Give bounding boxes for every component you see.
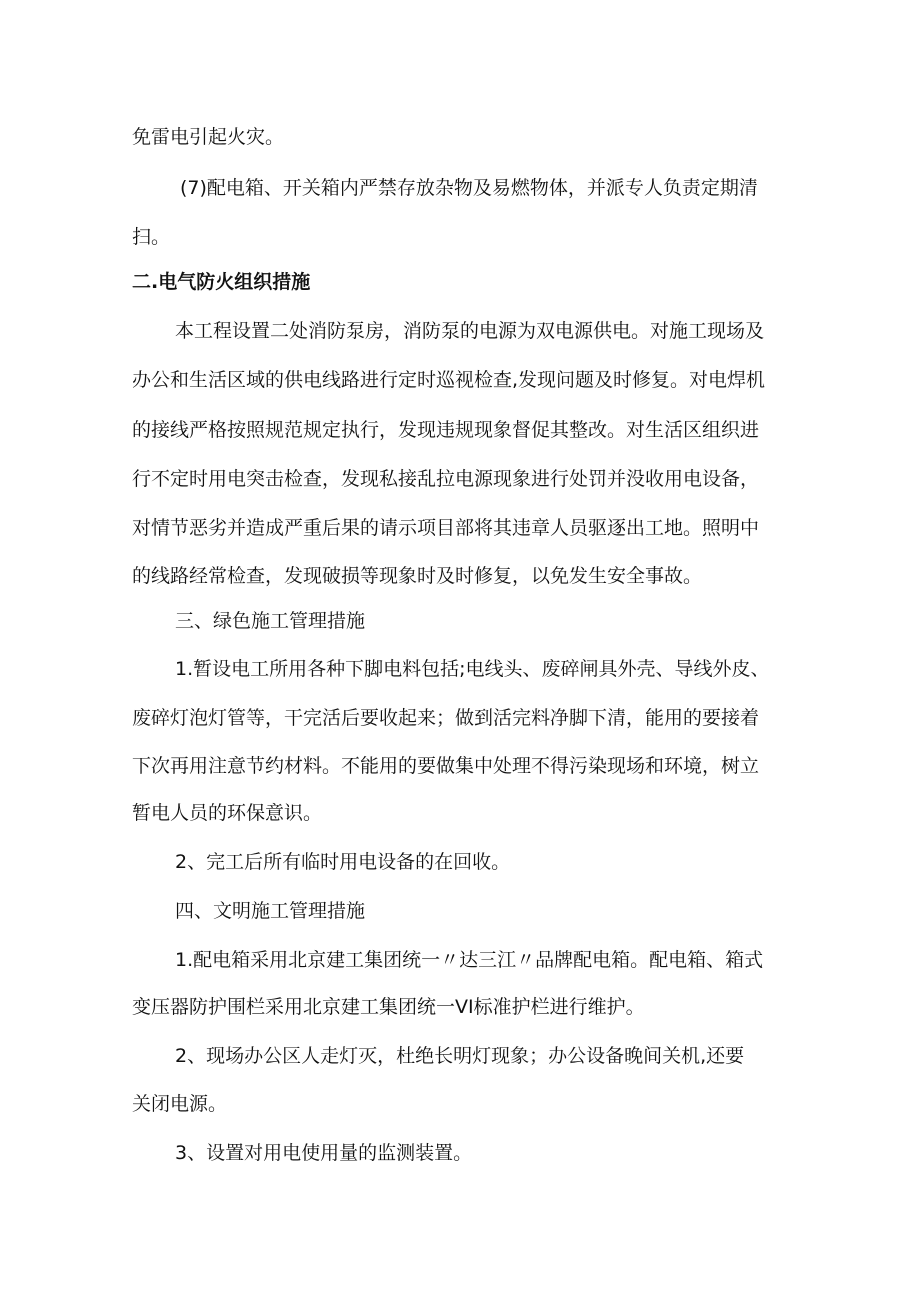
text-line: 扫。	[132, 226, 171, 248]
text-line: 1.配电箱采用北京建工集团统一〃达三江〃品牌配电箱。配电箱、箱式	[175, 949, 764, 971]
text-line: 1.暂设电工所用各种下脚电料包括;电线头、废碎闸具外壳、导线外皮、	[175, 658, 770, 680]
text-line: 本工程设置二处消防泵房，消防泵的电源为双电源供电。对施工现场及	[175, 320, 765, 342]
text-line: 变压器防护围栏采用北京建工集团统一VI标准护栏进行维护。	[132, 996, 645, 1018]
text-line: 关闭电源。	[132, 1093, 228, 1115]
section-heading: 三、绿色施工管理措施	[175, 610, 366, 632]
text-line: 对情节恶劣并造成严重后果的请示项目部将其违章人员驱逐出工地。照明中	[132, 517, 760, 539]
text-line: 废碎灯泡灯管等，干完活后要收起来；做到活完料净脚下清，能用的要接着	[132, 707, 760, 729]
text-line: 2、完工后所有临时用电设备的在回收。	[175, 851, 511, 873]
text-line: 下次再用注意节约材料。不能用的要做集中处理不得污染现场和环境，树立	[132, 755, 760, 777]
section-heading: 二.电气防火组织措施	[132, 271, 311, 293]
text-line: (7)配电箱、开关箱内严禁存放杂物及易燃物体，并派专人负责定期清	[180, 177, 758, 199]
text-line: 2、现场办公区人走灯灭，杜绝长明灯现象；办公设备晚间关机,还要	[175, 1045, 745, 1067]
text-line: 行不定时用电突击检查，发现私接乱拉电源现象进行处罚并没收用电设备，	[132, 468, 760, 490]
text-line: 办公和生活区域的供电线路进行定时巡视检查,发现问题及时修复。对电焊机	[132, 369, 766, 391]
text-line: 3、设置对用电使用量的监测装置。	[175, 1142, 473, 1164]
text-line: 暂电人员的环保意识。	[132, 802, 323, 824]
section-heading: 四、文明施工管理措施	[175, 900, 366, 922]
text-line: 的接线严格按照规范规定执行，发现违规现象督促其整改。对生活区组织进	[132, 419, 760, 441]
text-line: 免雷电引起火灾。	[132, 126, 285, 148]
text-line: 的线路经常检查，发现破损等现象时及时修复，以免发生安全事故。	[132, 565, 703, 587]
